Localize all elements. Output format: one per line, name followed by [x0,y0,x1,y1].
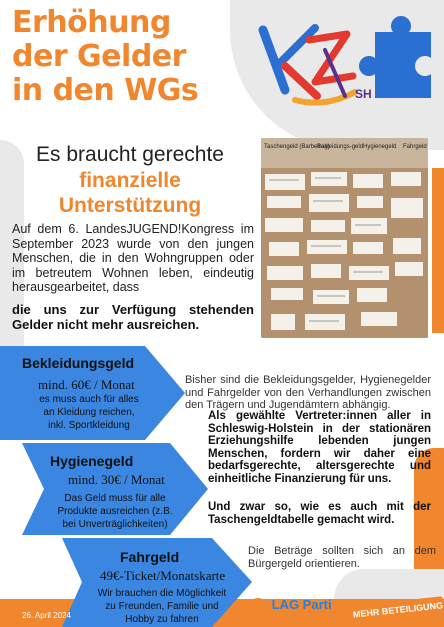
taschengeld-comparison-text: Und zwar so, wie es auch mit der Taschengeldtabelle gemacht wird. [208,501,431,526]
buergergeld-text: Die Beträge sollten sich an dem Bürgergeld orientieren. [248,545,436,570]
logo-sh-text: SH [355,87,372,101]
bekleidungsgeld-box [0,346,190,440]
hygienegeld-desc-3: bei Unverträglichkeiten) [62,519,168,530]
fahrgeld-desc-1: Wir brauchen die Möglichkeit [97,588,227,599]
date-label: 26. April 2024 [22,611,71,620]
hygienegeld-desc-1: Das Geld muss für alle [64,493,166,504]
hygienegeld-amount: mind. 30€ / Monat [68,472,165,487]
intro-bold-statement: die uns zur Verfügung stehenden Gelder nicht mehr ausreichen. [12,302,254,332]
bekleidungsgeld-desc [34,393,144,432]
current-situation-text: Bisher sind die Bekleidungsgelder, Hygienegelder und Fahrgelder von den Verhandlungen zwischen den Trägern und Jugendämtern abhängig. [185,374,431,411]
subheading-line-2: finanzielle [79,169,181,192]
photo-col-1: Taschengeld (Barbetrag) [264,144,330,150]
bekleidungsgeld-desc-1: es muss auch für alles [39,394,139,405]
fahrgeld-desc [92,587,232,626]
pinboard-photo [261,138,428,338]
fahrgeld-desc-2: zu Freunden, Familie und [105,601,219,612]
hygienegeld-box [22,443,212,535]
title-line-1: Erhöhung [12,5,171,40]
photo-col-4: Fahrgeld [403,144,427,150]
fahrgeld-desc-3: Hobby zu fahren [125,614,199,625]
fahrgeld-amount: 49€-Ticket/Monatskarte [100,568,226,583]
lag-parti-logo [250,597,332,614]
intro-paragraph: Auf dem 6. LandesJUGEND!Kongress im September 2023 wurde von den jungen Menschen, die in den Wohngruppen oder im betreutem Wohnen leben, eindeutig herausgearbeitet, dass [12,222,254,294]
photo-col-2: Bekleidungs-geld [317,144,364,150]
subheading-line-1: Es braucht gerechte [36,143,224,166]
subheading-highlight [10,168,250,218]
bekleidungsgeld-title: Bekleidungsgeld [22,355,135,371]
subheading-line-3: Unterstützung [58,194,202,217]
decor-grey-bottom [334,569,444,599]
lag-logo-text: LAG Parti [271,597,332,612]
decor-orange-right [432,168,444,333]
bekleidungsgeld-amount: mind. 60€ / Monat [38,377,135,392]
fahrgeld-title: Fahrgeld [120,549,180,565]
bekleidungsgeld-desc-2: an Kleidung reichen, [43,407,135,418]
hygienegeld-desc [50,492,180,531]
fahrgeld-box [62,538,254,627]
page-title [12,6,242,108]
lag-circle-icon [250,598,266,614]
title-line-2: der Gelder [12,39,186,74]
lkr-sh-logo [255,10,440,120]
bekleidungsgeld-desc-3: inkl. Sportkleidung [48,420,130,431]
hygienegeld-desc-2: Produkte ausreichen (z.B. [57,506,173,517]
photo-col-3: Hygienegeld [363,144,397,150]
demand-text: Als gewählte Vertreter:innen aller in Schleswig-Holstein in der stationären Erziehungshilfe lebenden jungen Menschen, fordern wir daher eine bedarfsgerechte, altersgerechte und einheitliche Finanzierung für uns. [208,410,431,485]
hygienegeld-title: Hygienegeld [50,453,134,469]
mehr-beteiligung-badge: MEHR BETEILIGUNG [351,596,444,624]
title-line-3: in den WGs [12,73,199,108]
